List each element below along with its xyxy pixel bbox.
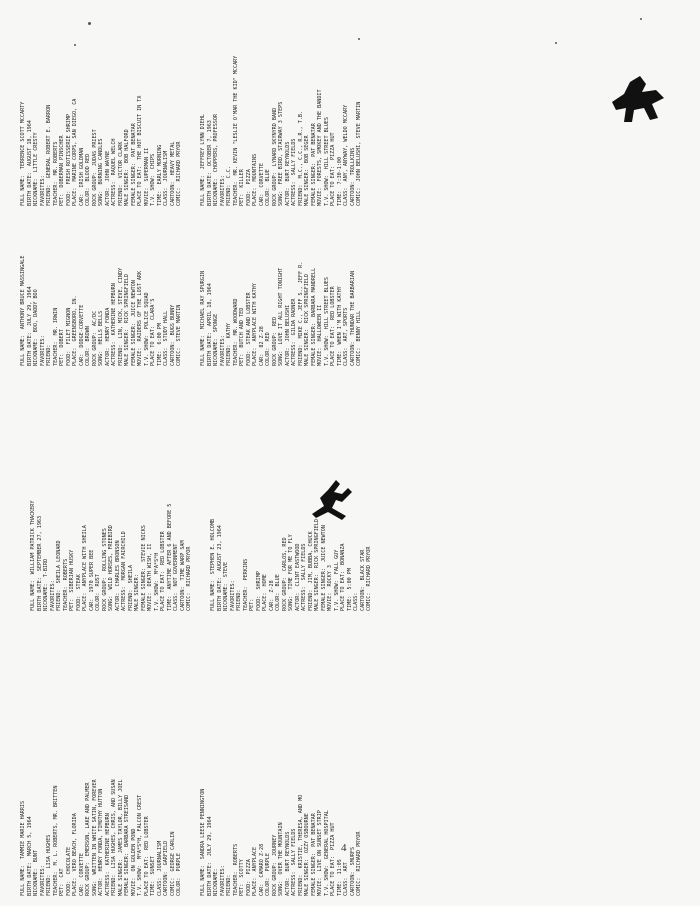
bio-line: MALE SINGER: BOB HALFORD [124,129,130,206]
bio-line: T.V. SHOW: M*A*S*H [153,552,160,611]
bio-line: COMIC: STEVE MARTIN [176,304,182,366]
bio-line: FRIEND: GENERAL ROBERT E. BARRON [46,104,52,206]
bio-line: PLACE: MARINE CORPS, SAN DIEGO, CA [72,98,78,206]
bio-line: PLACE: ANYPLACE WITH SHEILA [82,525,88,611]
bio-line: MALE SINGER: RICK SPRINGFIELD [314,518,320,611]
bio-line: PLACE: ANYPLACE WITH KATHY [252,283,258,366]
bio-line: PET: [249,598,255,611]
bio-line: MALE SINGER: RICK SPRINGFIELD [304,273,310,366]
bio-line: CLASS: STUDY HALL [163,310,169,366]
bio-line: FRIEND: VICTOR CLARK [117,141,124,206]
bio-line: ACTOR: CHARLES BRONSON [114,540,121,611]
bio-line: TEACHER: M. L. ROBERTS, MR. BRITTEN [52,785,59,896]
bio-line: CARTOON: GARFIELD [163,840,169,896]
bio-line: FRIEND: KRISTIE, THERESA, AND MO [297,794,304,896]
bio-line: PLACE: HOME [262,574,268,611]
bio-line: NICKNAME: [213,868,219,896]
bio-line: ACTOR: HENRY FONDA [104,307,111,366]
bio-line: ACTRESS: SALLY FIELDS [291,138,297,206]
bio-line: FEMALE SINGER: PAT BENATAR [310,813,317,896]
bio-line: PET: DOBERMAN PINSCHER [59,135,65,206]
bio-line: NICKNAME: SPONGE [213,313,219,366]
bio-line: ACTRESS: MORGAN FAIRCHILD [121,531,127,611]
bio-line: ROCK GROUP: ROLLING STONES [101,528,108,611]
bio-line: FRIEND: KATHY [226,323,232,366]
bio-line: NICKNAME: LITTLE CRESTY [33,132,39,206]
bio-line: FRIEND: [236,589,242,611]
bio-line: CAR: 82 Z-28 [258,326,265,366]
bio-line: TEACHER: MR. WOODWARD [232,298,239,366]
bio-line: CLASS: JOURNALISM [163,150,169,206]
bio-line: FRIEND: LISA HUGHES [46,834,52,896]
bio-line: PLACE TO EAT: BONANZA [340,543,346,611]
bio-line: PET: DOBERT [59,329,65,366]
bio-line: BIRTH DATE: MARCH 5, 1964 [26,816,33,896]
skier-silhouette [306,476,354,522]
bio-line: SONG: TIME FOR ME TO FLY [288,534,294,611]
bio-line: ACTRESS: KATHERINE HEPBURN [104,813,111,896]
bio-line: PLACE TO EAT: PIZZA HUT [330,132,336,206]
bio-line: FRIEND: MIKE C., JEFF S., JEFF R. [297,261,304,366]
bio-line: FAVORITES: [219,175,226,206]
bio-line: COLOR: PURPLE [265,853,271,896]
bio-line: NICKNAME: T-BIRD [43,558,49,611]
bio-line: ACTOR: BURT REYNOLDS [284,141,291,206]
bio-line: FRIEND: C.C. [226,166,232,206]
bio-line: BIRTH DATE: JULY 29, 1964 [206,816,213,896]
bio-line: MOVIE: SUPERMAN II [143,147,150,206]
bio-line: FOOD: STEAK [75,574,82,611]
bio-line: TIME: ANYTIME AFTER 6 AND BEFORE 5 [166,503,173,611]
bio-line: COMIC: GEORGE CARLIN [169,831,176,896]
bio-line: CARTOON: THUNDAR THE BARBARIAN [349,270,356,366]
bio-line: SONG: BURNING CANDLES [98,138,104,206]
bio-line: COMIC: JOHN BELUSHI, STEVE MARTIN [356,101,362,206]
bio-line: COLOR: BROWN [85,326,91,366]
bio-line: PLACE: MOUNTAINS [252,153,258,206]
bio-line: MALE SINGER: BOB SEGER [304,135,310,206]
bio-line: T.V. SHOW: GENERAL HOSPITAL [323,810,330,896]
bio-line: COMIC: RICHARD PRYOR [356,831,362,896]
bio-line: PLACE TO EAT: CLARA'S [150,298,156,366]
bio-line: NICKNAME: BOO, DADDY BOO [33,289,39,366]
bio-line: TIME: SUNSET [150,856,156,896]
bio-line: MOVIE: ROCKY 3 [327,564,333,611]
bio-line: FULL NAME: STEPHEN E. HOLCOMB [210,518,216,611]
bio-line: CAR: Z-28 [268,580,275,611]
bio-line: ROCK GROUP: EMERSON, LAKE AND PALMER [85,782,91,896]
bio-line: FAVORITES: [39,335,46,366]
bio-line: CLASS: JOURNALISM [156,840,163,896]
bio-line: PLACE: VERO BEACH, FLORIDA [72,813,78,896]
bio-line: PLACE TO EAT: PIZZA HUT [330,822,336,896]
bio-line: ROCK GROUP: JOURNEY [271,834,278,896]
bio-line: MALE SINGER: JAMES TAYLOR, BILLY JOEL [117,779,124,896]
bio-line: MOVIE: DEATH WISH, II [147,543,153,611]
bio-line: MOVIE: HALLOWEEN II [317,304,323,366]
bio-line: FEMALE SINGER: BARBARA STREISAND [124,794,130,896]
bio-line: COLOR: RUST [95,574,101,611]
bio-line: ROCK GROUP: JUDAS PRIEST [91,129,98,206]
bio-line: FEMALE SINGER: STEVIE NICKS [140,525,147,611]
bio-line: FULL NAME: TAMMIE MARIE HARRIS [20,800,26,896]
bio-line: PLACE: ANYPLACE [252,846,258,896]
bio-line: CLASS: ANY, ANYWAY, WELDO MCCARY [343,104,349,206]
bio-line: FOOD: SHRIMP [255,571,262,611]
bio-line: FRIEND: [46,344,52,366]
bio-line: CAR: DODGE-CORVETTE [78,304,85,366]
bio-line: SONG: LOVE IT ALL RIGHT TONIGHT [278,267,284,366]
bio-line: T.V. SHOW: M*A*S*H, FALCON CREST [137,794,143,896]
bio-line: ACTOR: CLINT EASTWOOD [294,543,301,611]
bio-line: COMIC: RICHARD PRYOR [186,546,192,611]
page-number: 4 [341,842,347,854]
bio-harris [20,691,183,896]
bio-line: FOOD: FILET MIGNON [65,307,72,366]
bio-line: CARTOON: BUGS BUNNY [169,304,176,366]
bio-line: CARTOON: SMURFS [349,846,356,896]
bio-line: CARTOON: TROLLKINS [349,147,356,206]
bio-line: MOVIE: RAIDERS OF THE LOST ARK [137,270,143,366]
bio-line: FOOD: FRESH ROTISSERIE SHRIMP [65,113,72,206]
bio-line: BIRTH DATE: SEPTEMBER 27, 1963 [36,515,43,611]
bio-line: FEMALE SINGER: BARBARA MANDRELL [310,267,317,366]
bio-line: TIME: EARLY MORNING [156,144,163,206]
bio-line: SONG: FREE BIRD, STAIRWAY 3 STEPS [278,101,284,206]
bio-line: ROCK GROUP: AC/DC [91,310,98,366]
bio-line: ACTRESS: RAQUEL WELCH [111,138,117,206]
bio-line: PLACE: GREENSBORO, IN. [72,295,78,366]
bio-line: ACTRESS: GILDA RADNER [291,298,297,366]
bio-line: TEACHER: MR. ROBERTS [52,141,59,206]
bio-line: FRIEND: JIM, BUBBA, CHUCK [307,531,314,611]
bio-line: FAVORITES: [229,580,236,611]
bio-line: TEACHER: PERKINS [242,558,249,611]
bio-line: TEACHER: MR. IRWIN [52,307,59,366]
bio-line: CLASS: ART, SPORTS [343,307,349,366]
bio-line: BIRTH DATE: AUGUST 18, 1964 [26,120,33,206]
bio-line: CAR: CORVETTE [78,853,85,896]
rider-silhouette [608,74,666,126]
bio-line: COLOR: BLOOD RED [85,153,91,206]
bio-line: FAVORITES: [219,335,226,366]
bio-line: TIME: 11:05 [336,859,343,896]
bio-line: PLACE TO EAT: THE HOT BISCUIT IN TX [137,95,143,206]
bio-line: COLOR: BLUE [265,169,271,206]
bio-line: COLOR: RED [265,332,271,366]
bio-line: CLASS: ART [343,862,349,896]
bio-line: ACTOR: HENRY FONDA, TIMOTHY HUTTON [98,788,104,896]
bio-line: PET: SIBERIAN HUSKY [69,549,75,611]
bio-line: FULL NAME: JEFFREY LYNN DIEHL [200,113,206,206]
bio-line: COMIC: RICHARD PRYOR [176,141,182,206]
bio-line: MOVIE: LIVE ON SUNSET STRIP [317,810,323,896]
bio-line: CAR: IRISH GOLDMAN [78,147,85,206]
bio-line: NICKNAME: CHOPPERS, PROFESSOR [213,113,219,206]
bio-line: CARTOON: BLACK STAR [359,549,366,611]
bio-line: FULL NAME: MICHAEL RAY SPURGIN [200,270,206,366]
bio-line: MALE SINGER: OZZY OSBOURNE [304,813,310,896]
bio-line: T.V. SHOW: POLICE SQUAD [143,292,150,366]
bio-line: T.V. SHOW: HILL STREET BLUES [323,277,330,366]
bio-line: FEMALE SINGER: PAT BENATAR [130,123,137,206]
bio-line: FRIEND: [226,874,232,896]
bio-line: TEACHER: ROBERTS [62,558,69,611]
bio-line: FOOD: STEAK AND LOBSTER [245,292,252,366]
bio-line: FEMALE SINGER: JUICE NEWTON [320,525,327,611]
bio-line: NICKNAME: BUNT [33,849,39,896]
bio-line: SONG: OVER THE MOUNTAIN [278,822,284,896]
bio-line: FULL NAME: SANDRA LEESE PENNINGTON [200,788,206,896]
bio-line: TIME: WHEN I'M WITH KATHY [336,286,343,366]
bio-line: CLASS: NOT GOVERNMENT [173,543,179,611]
bio-line: FAVORITES: [39,175,46,206]
bio-line: PET: KILLER [239,169,245,206]
bio-line: CAR: 1970 SUPER BEE [88,549,95,611]
bio-line: MALE SINGER: RICK SPRINGFIELD [124,273,130,366]
bio-line: MOVIE: FORESTS, SMOKEY AND THE BANDIT [317,89,323,206]
bio-line: ROCK GROUP: RED [271,316,278,366]
bio-line: FAVORITES: [49,580,56,611]
bio-line: SONG: WRITTEN IN WHITE SATIN, FOREVER [91,779,98,896]
bio-line: COLOR: PURPLE [176,853,182,896]
bio-line: TEACHER: ROBERTS [232,843,239,896]
bio-line: ROCK GROUP: LYNARD SKYNYRD BAND [271,107,278,206]
bio-line: PLACE TO EAT: RED LOBSTER [160,531,166,611]
bio-line: ACTRESS: KATHERINE HEPBURN [111,283,117,366]
bio-line: FEMALE SINGER: PAT BENATAR [310,123,317,206]
bio-line: FRIEND: SHEILA [127,564,134,611]
bio-line: FRIEND: M.C., C.C., R.R., T.B. [297,110,304,206]
bio-line: BIRTH DATE: APRIL 18, 1964 [206,283,213,366]
bio-line: FAVORITES: [219,865,226,896]
bio-line: TIME: 7:30-1:00 [336,156,343,206]
bio-line: T.V. SHOW: FALL GUY [333,549,340,611]
bio-line: FULL NAME: WILLIAM PATRICK THACKERY [30,500,36,611]
bio-line: SONG: WILD HORSES, FREEBIRD [108,525,114,611]
bio-line: FEMALE SINGER: JUICE NEWTON [130,280,137,366]
bio-line: FULL NAME: ANTHONY BRUCE MASSINGALE [20,255,26,366]
bio-line: ACTRESS: SALLY FIELDS [301,543,307,611]
bio-line: PET: CAT [59,868,65,896]
bio-line: COLOR: BLUE [275,574,281,611]
bio-line: CLASS: [353,592,359,611]
bio-line: BIRTH DATE: JULY 29, 1964 [26,286,33,366]
bio-line: T.V. SHOW: HILL STREET BLUES [323,117,330,206]
bio-line: MALE SINGER: [134,574,140,611]
bio-line: FOOD: PIZZA [245,859,252,896]
bio-diehl [200,6,363,206]
bio-line: FULL NAME: TERRENCE SCOTT MCCARTY [20,101,26,206]
bio-line: COMIC: RICHARD PRYOR [366,546,372,611]
bio-line: FAVORITES: [39,865,46,896]
bio-line: TEACHER: MR. KEVIN "LESLIE O'MAR THE KID" MCCARY [232,55,239,206]
bio-line: CAR: CORVETTE [258,163,265,206]
bio-line: TIME: 5:00 PM [346,568,353,611]
bio-line: PLACE TO EAT: RED LOBSTER [330,286,336,366]
bio-pennington [200,691,363,896]
bio-line: MOVIE: ON GOLDEN POND [130,828,137,896]
bio-line: CAR: CAMARO Z-28 [258,843,265,896]
bio-line: ROCK GROUP: CARLOS, RED [281,537,288,611]
bio-line: FOOD: CHOCOLATE [65,846,72,896]
bio-line: PET: BUTCH AND TED [239,307,245,366]
bio-line: CARTOON: HEAVY METAL [169,141,176,206]
bio-line: ACTOR: JOHN BELUSHI [284,304,291,366]
bio-line: T.V. SHOW: CHIPS [150,153,156,206]
bio-line: NICKNAME: STEVE [223,561,229,611]
bio-line: CARTOON: TIME WARP SAM [179,540,186,611]
bio-line: PLACE TO EAT: RED LOBSTER [143,816,150,896]
bio-mccarty [20,6,183,206]
bio-line: ACTRESS: SALLY FIELDS [291,828,297,896]
bio-thackery [30,406,193,611]
bio-line: PET: SCOTTY [239,859,245,896]
bio-line: ACTOR: BURT REYNOLDS [284,831,291,896]
bio-line: FRIEND: SHEILA LEONARD [56,540,62,611]
bio-line: SONG: HELLS BELLS [98,310,104,366]
bio-line: FRIEND: LIN, MICK, STEVE, CINDY [117,267,124,366]
bio-line: BIRTH DATE: OCTOBER 7, 1963 [206,120,213,206]
bio-line: TIME: 6:00 PM [156,323,163,366]
bio-line: FOOD: PIZZA [245,169,252,206]
bio-line: FRIEND: LISA HUGHES, CHRIS, AND SUSAN [111,779,117,896]
bio-line: ACTOR: JOHN WAYNE [104,150,111,206]
bio-line: BIRTH DATE: AUGUST 23, 1964 [216,525,223,611]
bio-line: COMIC: BENNY HILL [356,310,362,366]
